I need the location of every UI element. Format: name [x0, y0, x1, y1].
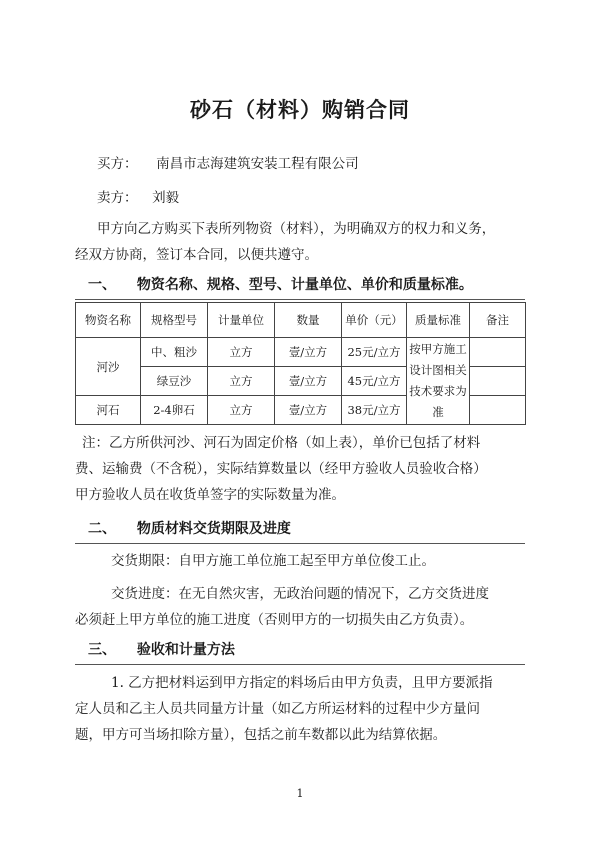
section-3-rule	[75, 664, 525, 665]
section-2-title: 物质材料交货期限及进度	[136, 521, 291, 537]
cell-qty: 壹/立方	[275, 367, 342, 396]
cell-name: 河沙	[76, 338, 141, 396]
header-price: 单价（元）	[342, 303, 407, 338]
cell-qty: 壹/立方	[275, 396, 342, 425]
section-3-number: 三、	[88, 642, 116, 658]
buyer-label: 买方：	[97, 156, 138, 172]
table-header-row	[76, 303, 526, 338]
cell-remark	[470, 396, 526, 425]
section-1-rule	[75, 299, 525, 300]
note-line-2: 费、运输费（不含税），实际结算数量以（经甲方验收人员验收合格）	[75, 461, 487, 477]
cell-price: 45元/立方	[342, 367, 407, 396]
clause-1-line-1: 1. 乙方把材料运到甲方指定的料场后由甲方负责，且甲方要派指	[111, 675, 493, 691]
note-line-1: 注：乙方所供河沙、河石为固定价格（如上表），单价已包括了材料	[82, 435, 481, 451]
contract-title: 砂石（材料）购销合同	[190, 97, 410, 122]
clause-1-line-3: 题，甲方可当场扣除方量），包括之前车数都以此为结算依据。	[75, 727, 447, 743]
section-1-heading	[88, 275, 473, 295]
seller-label: 卖方：	[97, 190, 138, 206]
intro-line-2: 经双方协商，签订本合同，以便共遵守。	[75, 247, 318, 263]
cell-price: 38元/立方	[342, 396, 407, 425]
header-spec: 规格型号	[141, 303, 208, 338]
cell-unit: 立方	[208, 396, 275, 425]
note-line-3: 甲方验收人员在收货单签字的实际数量为准。	[75, 487, 345, 503]
header-name: 物资名称	[76, 303, 141, 338]
cell-spec: 绿豆沙	[141, 367, 208, 396]
cell-spec: 中、粗沙	[141, 338, 208, 367]
cell-unit: 立方	[208, 367, 275, 396]
cell-price: 25元/立方	[342, 338, 407, 367]
progress-line-2: 必须赶上甲方单位的施工进度（否则甲方的一切损失由乙方负责）。	[75, 612, 474, 628]
section-2-number: 二、	[88, 521, 116, 537]
clause-1-line-2: 定人员和乙主人员共同量方计量（如乙方所运材料的过程中少方量问	[75, 701, 480, 717]
cell-spec: 2-4卵石	[141, 396, 208, 425]
buyer-line	[97, 154, 359, 174]
section-1-title: 物资名称、规格、型号、计量单位、单价和质量标准。	[136, 277, 473, 293]
header-unit: 计量单位	[208, 303, 275, 338]
section-3-title: 验收和计量方法	[136, 642, 235, 658]
progress-line-1: 交货进度：在无自然灾害，无政治问题的情况下，乙方交货进度	[111, 586, 489, 602]
delivery-period: 交货期限：自甲方施工单位施工起至甲方单位俊工止。	[111, 553, 435, 569]
section-1-number: 一、	[88, 277, 116, 293]
section-2-heading	[88, 519, 291, 539]
intro-line-1: 甲方向乙方购买下表所列物资（材料），为明确双方的权力和义务，	[97, 221, 496, 237]
cell-unit: 立方	[208, 338, 275, 367]
goods-table	[75, 302, 526, 425]
table-row	[76, 338, 526, 367]
cell-name: 河石	[76, 396, 141, 425]
header-quality: 质量标准	[407, 303, 470, 338]
cell-quality-standard: 按甲方施工设计图相关技术要求为准	[407, 338, 470, 425]
section-2-rule	[75, 543, 525, 544]
seller-name: 刘毅	[152, 190, 180, 206]
cell-qty: 壹/立方	[275, 338, 342, 367]
cell-remark	[470, 338, 526, 367]
page-number: 1	[296, 787, 304, 800]
header-qty: 数量	[275, 303, 342, 338]
seller-line	[97, 188, 179, 208]
buyer-name: 南昌市志海建筑安装工程有限公司	[156, 156, 359, 172]
section-3-heading	[88, 640, 235, 660]
cell-remark	[470, 367, 526, 396]
header-remark: 备注	[470, 303, 526, 338]
